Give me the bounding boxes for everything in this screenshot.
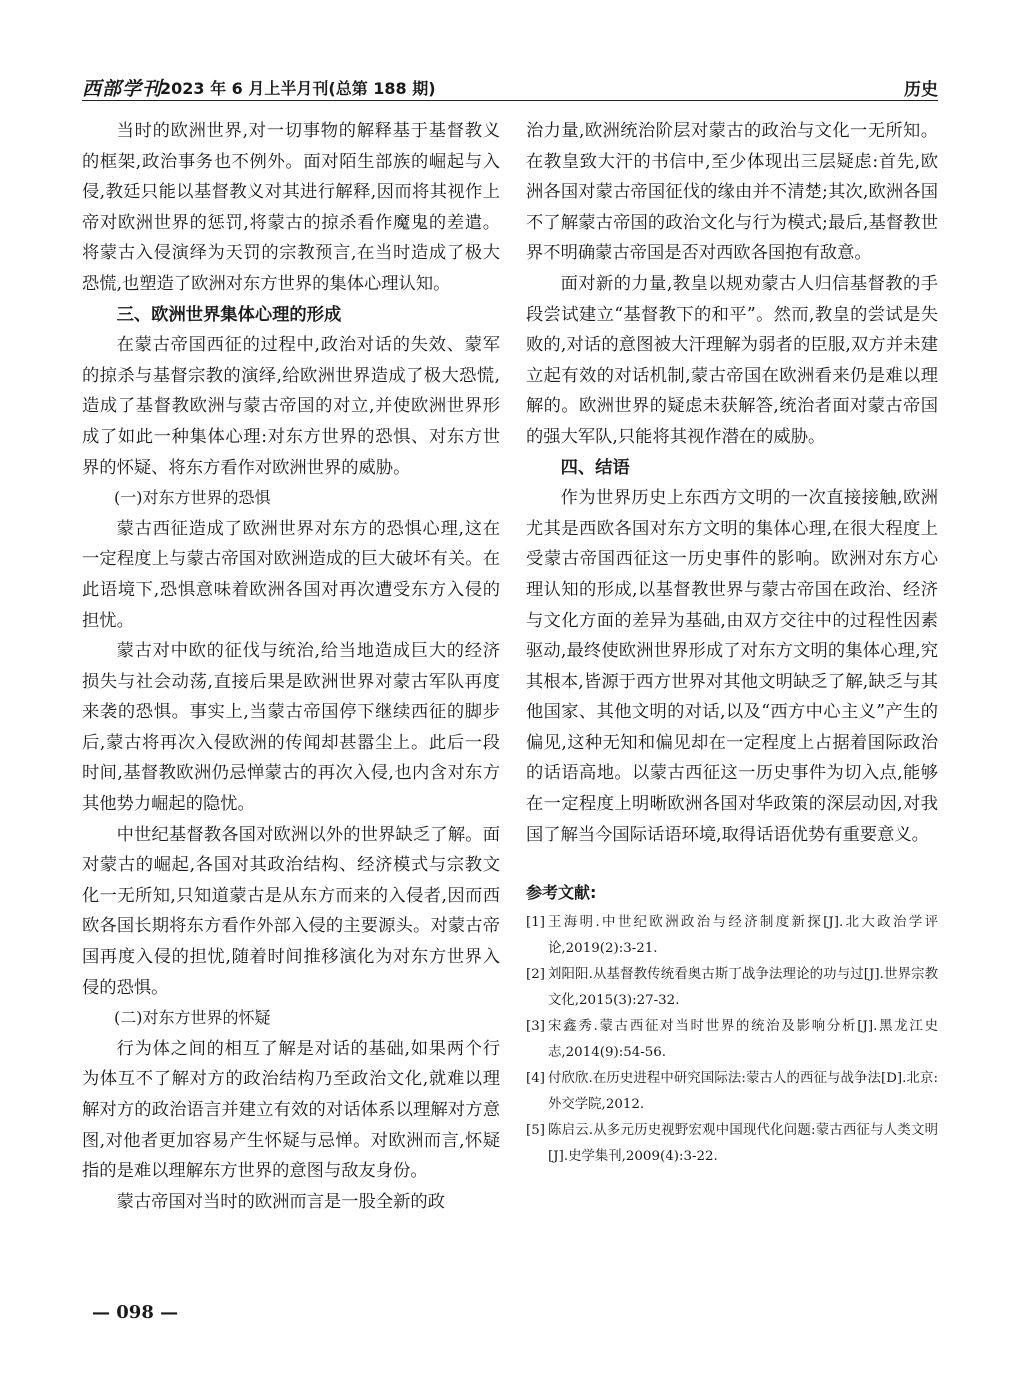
reference-item	[526, 1118, 938, 1170]
reference-number: [4]	[526, 1071, 545, 1087]
paragraph: 面对新的力量,教皇以规劝蒙古人归信基督教的手段尝试建立“基督教下的和平”。然而,教皇的尝试是失败的,对话的意图被大汗理解为弱者的臣服,双方并未建立起有效的对话机制,蒙古帝国在欧洲看来仍是难以理解的。欧洲世界的疑虑未获解答,统治者面对蒙古帝国的强大军队,只能将其视作潜在的威胁。	[526, 273, 938, 447]
reference-number: [2]	[526, 967, 545, 983]
journal-logo: 西部学刊	[82, 78, 163, 100]
reference-item	[526, 1014, 938, 1066]
page-number: — 098 —	[92, 1302, 179, 1323]
right-column	[526, 116, 938, 1170]
reference-text: 付欣欣.在历史进程中研究国际法:蒙古人的西征与战争法[D].北京:外交学院,2012.	[548, 1071, 938, 1113]
reference-text: 王海明.中世纪欧洲政治与经济制度新探[J].北大政治学评论,2019(2):3-21.	[548, 915, 938, 957]
paragraph: 在蒙古帝国西征的过程中,政治对话的失效、蒙军的掠杀与基督宗教的演绎,给欧洲世界造成了极大恐慌,造成了基督教欧洲与蒙古帝国的对立,并使欧洲世界形成了如此一种集体心理:对东方世界的恐惧、对东方世界的怀疑、将东方看作对欧洲世界的威胁。	[82, 335, 500, 478]
reference-item	[526, 1066, 938, 1118]
subsection-heading: (二)对东方世界的怀疑	[114, 1008, 271, 1028]
section-name: 历史	[904, 80, 938, 100]
reference-text: 陈启云.从多元历史视野宏观中国现代化问题:蒙古西征与人类文明[J].史学集刊,2009(4):3-22.	[548, 1123, 938, 1165]
paragraph: 蒙古帝国对当时的欧洲而言是一股全新的政	[116, 1191, 445, 1212]
reference-text: 宋鑫秀.蒙古西征对当时世界的统治及影响分析[J].黑龙江史志,2014(9):54-56.	[548, 1019, 938, 1061]
issue-info: 2023 年 6 月上半月刊(总第 188 期)	[160, 79, 436, 98]
paragraph: 当时的欧洲世界,对一切事物的解释基于基督教义的框架,政治事务也不例外。面对陌生部族的崛起与入侵,教廷只能以基督教义对其进行解释,因而将其视作上帝对欧洲世界的惩罚,将蒙古的掠杀看作魔鬼的差遣。将蒙古入侵演绎为天罚的宗教预言,在当时造成了极大恐慌,也塑造了欧洲对东方世界的集体心理认知。	[82, 121, 500, 294]
reference-number: [5]	[526, 1123, 545, 1139]
left-column	[82, 116, 500, 1217]
reference-item	[526, 910, 938, 962]
reference-text: 刘阳阳.从基督教传统看奥古斯丁战争法理论的功与过[J].世界宗教文化,2015(3):27-32.	[548, 967, 938, 1009]
reference-number: [1]	[526, 915, 545, 931]
paragraph: 行为体之间的相互了解是对话的基础,如果两个行为体互不了解对方的政治结构乃至政治文化,就难以理解对方的政治语言并建立有效的对话体系以理解对方意图,对他者更加容易产生怀疑与忌惮。对欧洲而言,怀疑指的是难以理解东方世界的意图与敌友身份。	[82, 1038, 500, 1182]
paragraph: 蒙古西征造成了欧洲世界对东方的恐惧心理,这在一定程度上与蒙古帝国对欧洲造成的巨大破坏有关。在此语境下,恐惧意味着欧洲各国对再次遭受东方入侵的担忧。	[82, 518, 500, 631]
references-title: 参考文献:	[526, 883, 597, 903]
paragraph: 蒙古对中欧的征伐与统治,给当地造成巨大的经济损失与社会动荡,直接后果是欧洲世界对蒙古军队再度来袭的恐惧。事实上,当蒙古帝国停下继续西征的脚步后,蒙古将再次入侵欧洲的传闻却甚嚣尘上。此后一段时间,基督教欧洲仍忌惮蒙古的再次入侵,也内含对东方其他势力崛起的隐忧。	[82, 641, 500, 815]
reference-list	[526, 910, 938, 1170]
section-heading: 四、结语	[560, 457, 630, 478]
reference-number: [3]	[526, 1019, 545, 1035]
paragraph: 治力量,欧洲统治阶层对蒙古的政治与文化一无所知。在教皇致大汗的书信中,至少体现出三层疑虑:首先,欧洲各国对蒙古帝国征伐的缘由并不清楚;其次,欧洲各国不了解蒙古帝国的政治文化与行为模式;最后,基督教世界不明确蒙古帝国是否对西欧各国抱有敌意。	[526, 121, 938, 264]
subsection-heading: (一)对东方世界的恐惧	[114, 488, 271, 508]
section-heading: 三、欧洲世界集体心理的形成	[116, 304, 342, 325]
paragraph: 中世纪基督教各国对欧洲以外的世界缺乏了解。面对蒙古的崛起,各国对其政治结构、经济模式与宗教文化一无所知,只知道蒙古是从东方而来的入侵者,因而西欧各国长期将东方看作外部入侵的主要源头。对蒙古帝国再度入侵的担忧,随着时间推移演化为对东方世界入侵的恐惧。	[82, 824, 500, 998]
page-header	[82, 72, 938, 101]
reference-item	[526, 962, 938, 1014]
paragraph: 作为世界历史上东西方文明的一次直接接触,欧洲尤其是西欧各国对东方文明的集体心理,在很大程度上受蒙古帝国西征这一历史事件的影响。欧洲对东方心理认知的形成,以基督教世界与蒙古帝国在政治、经济与文化方面的差异为基础,由双方交往中的过程性因素驱动,最终使欧洲世界形成了对东方文明的集体心理,究其根本,皆源于西方世界对其他文明缺乏了解,缺乏与其他国家、其他文明的对话,以及“西方中心主义”产生的偏见,这种无知和偏见却在一定程度上占据着国际政治的话语高地。以蒙古西征这一历史事件为切入点,能够在一定程度上明晰欧洲各国对华政策的深层动因,对我国了解当今国际话语环境,取得话语优势有重要意义。	[526, 488, 938, 845]
